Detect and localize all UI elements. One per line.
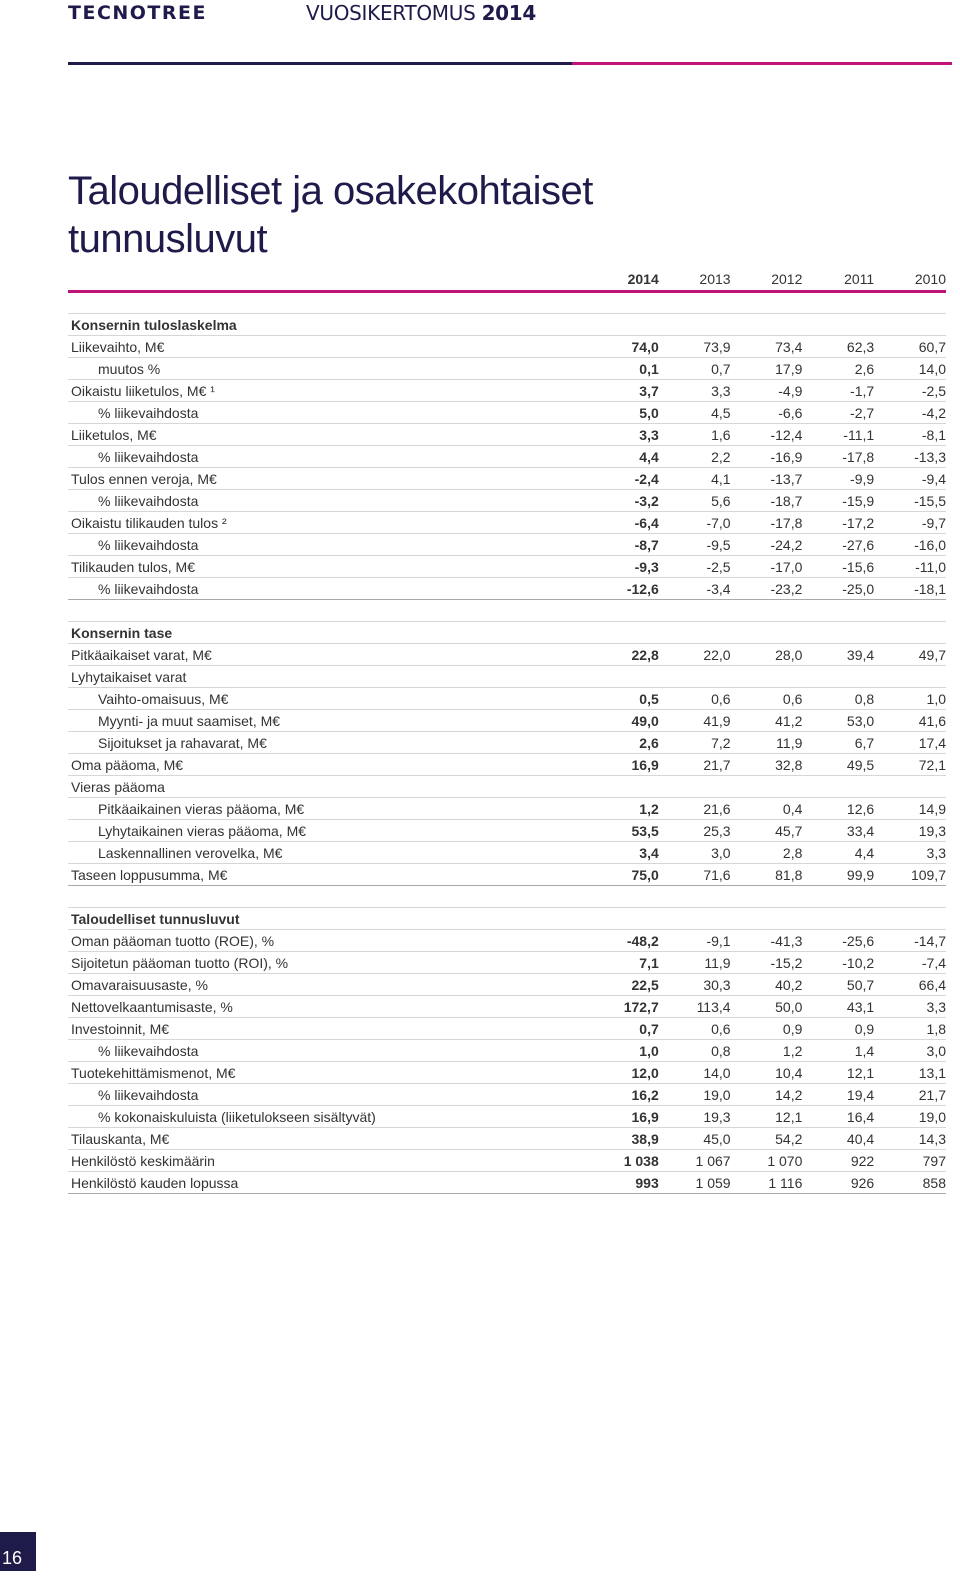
- value-cell: -25,6: [842, 932, 875, 949]
- value-cell: -9,7: [921, 514, 946, 531]
- value-cell: 2,8: [782, 844, 803, 861]
- value-cell: 858: [922, 1174, 946, 1191]
- table-row: [68, 446, 946, 468]
- table-row: [68, 864, 946, 886]
- value-cell: 71,6: [703, 866, 731, 883]
- value-cell: 11,9: [704, 954, 731, 971]
- value-cell: 32,8: [775, 756, 803, 773]
- value-cell: 993: [635, 1174, 659, 1191]
- value-cell: -11,0: [915, 558, 946, 575]
- value-cell: 3,3: [711, 382, 731, 399]
- row-label: Lyhytaikainen vieras pääoma, M€: [98, 822, 307, 839]
- table-row: [68, 732, 946, 754]
- section-title: Taloudelliset tunnusluvut: [71, 910, 240, 927]
- value-cell: 73,9: [703, 338, 731, 355]
- value-cell: -4,2: [921, 404, 946, 421]
- section-header-row: [68, 908, 946, 930]
- value-cell: 13,1: [918, 1064, 946, 1081]
- value-cell: -4,9: [778, 382, 803, 399]
- value-cell: 21,7: [703, 756, 731, 773]
- value-cell: 12,0: [631, 1064, 659, 1081]
- table-row: [68, 556, 946, 578]
- value-cell: 10,4: [775, 1064, 803, 1081]
- value-cell: 12,6: [846, 800, 875, 817]
- value-cell: 1 059: [695, 1174, 731, 1191]
- row-label: Tilauskanta, M€: [71, 1130, 170, 1147]
- value-cell: 54,2: [775, 1130, 803, 1147]
- value-cell: 172,7: [623, 998, 659, 1015]
- year-header: 2013: [699, 271, 731, 287]
- section-spacer: [68, 886, 946, 908]
- value-cell: [874, 666, 946, 688]
- table-row: [68, 1172, 946, 1194]
- value-cell: 16,4: [846, 1108, 875, 1125]
- value-cell: -17,0: [770, 558, 803, 575]
- value-cell: -24,2: [770, 536, 803, 553]
- value-cell: 19,0: [918, 1108, 946, 1125]
- value-cell: 21,6: [703, 800, 731, 817]
- table-row: [68, 754, 946, 776]
- value-cell: 16,9: [631, 756, 659, 773]
- spacer-cell: [68, 886, 946, 908]
- value-cell: 14,0: [703, 1064, 731, 1081]
- value-cell: 50,7: [846, 976, 875, 993]
- value-cell: -13,7: [770, 470, 803, 487]
- value-cell: 3,4: [639, 844, 659, 861]
- value-cell: [802, 666, 874, 688]
- value-cell: 74,0: [631, 338, 659, 355]
- spacer-cell: [68, 600, 946, 622]
- value-cell: 22,0: [703, 646, 731, 663]
- table-row: [68, 468, 946, 490]
- value-cell: -7,0: [706, 514, 731, 531]
- value-cell: [587, 666, 659, 688]
- value-cell: 1,4: [854, 1042, 875, 1059]
- value-cell: 0,4: [782, 800, 803, 817]
- value-cell: -6,6: [778, 404, 803, 421]
- value-cell: -17,8: [842, 448, 875, 465]
- row-label: % liikevaihdosta: [98, 492, 199, 509]
- value-cell: 39,4: [846, 646, 875, 663]
- row-label: Tulos ennen veroja, M€: [71, 470, 217, 487]
- table-row: [68, 490, 946, 512]
- value-cell: -15,6: [842, 558, 875, 575]
- row-label: Tuotekehittämismenot, M€: [71, 1064, 236, 1081]
- value-cell: 113,4: [696, 998, 731, 1015]
- value-cell: 2,6: [854, 360, 875, 377]
- value-cell: -14,7: [914, 932, 946, 949]
- value-cell: 1 070: [767, 1152, 803, 1169]
- value-cell: -9,9: [850, 470, 875, 487]
- row-label: Oma pääoma, M€: [71, 756, 184, 773]
- row-label: Henkilöstö keskimäärin: [71, 1152, 215, 1169]
- section-title: Konsernin tase: [71, 624, 173, 641]
- value-cell: -2,4: [634, 470, 659, 487]
- value-cell: 14,2: [775, 1086, 803, 1103]
- value-cell: -2,7: [850, 404, 875, 421]
- table-row: [68, 996, 946, 1018]
- value-cell: 16,9: [631, 1108, 659, 1125]
- value-cell: 109,7: [910, 866, 946, 883]
- row-label: % liikevaihdosta: [98, 1042, 199, 1059]
- value-cell: -48,2: [626, 932, 659, 949]
- value-cell: -3,2: [634, 492, 659, 509]
- page-number: 16: [0, 1532, 36, 1571]
- spacer-cell: [68, 292, 946, 314]
- value-cell: 33,4: [846, 822, 875, 839]
- value-cell: 0,7: [639, 1020, 659, 1037]
- section-header-row: [68, 622, 946, 644]
- value-cell: 0,6: [711, 690, 731, 707]
- value-cell: 2,2: [711, 448, 731, 465]
- value-cell: -11,1: [843, 426, 875, 443]
- value-cell: -18,1: [914, 580, 946, 597]
- value-cell: 21,7: [918, 1086, 946, 1103]
- value-cell: -15,2: [770, 954, 803, 971]
- value-cell: [874, 776, 946, 798]
- value-cell: -2,5: [706, 558, 731, 575]
- value-cell: -10,2: [842, 954, 875, 971]
- value-cell: 1,0: [926, 690, 946, 707]
- value-cell: 6,7: [854, 734, 875, 751]
- value-cell: -25,0: [842, 580, 875, 597]
- value-cell: 3,0: [711, 844, 731, 861]
- value-cell: 19,3: [703, 1108, 731, 1125]
- value-cell: 19,4: [846, 1086, 875, 1103]
- value-cell: 19,0: [703, 1086, 731, 1103]
- table-row: [68, 688, 946, 710]
- value-cell: -6,4: [634, 514, 659, 531]
- year-header-row: [68, 268, 946, 292]
- value-cell: 4,4: [639, 448, 659, 465]
- row-label: Omavaraisuusaste, %: [71, 976, 208, 993]
- value-cell: -9,5: [706, 536, 731, 553]
- value-cell: 66,4: [918, 976, 946, 993]
- value-cell: 0,6: [711, 1020, 731, 1037]
- table-row: [68, 776, 946, 798]
- value-cell: 4,1: [711, 470, 731, 487]
- value-cell: -3,4: [706, 580, 731, 597]
- row-label: Lyhytaikaiset varat: [71, 668, 187, 685]
- row-label: % liikevaihdosta: [98, 404, 199, 421]
- value-cell: 0,8: [711, 1042, 731, 1059]
- value-cell: 38,9: [631, 1130, 659, 1147]
- section-spacer: [68, 292, 946, 314]
- row-label: % liikevaihdosta: [98, 448, 199, 465]
- value-cell: 4,5: [711, 404, 731, 421]
- value-cell: 45,0: [703, 1130, 731, 1147]
- value-cell: 22,8: [631, 646, 659, 663]
- value-cell: -1,7: [850, 382, 875, 399]
- report-title-text: VUOSIKERTOMUS: [306, 1, 476, 25]
- row-label: Sijoitukset ja rahavarat, M€: [98, 734, 267, 751]
- table-row: [68, 1062, 946, 1084]
- value-cell: 0,9: [782, 1020, 803, 1037]
- value-cell: 25,3: [703, 822, 731, 839]
- value-cell: 4,4: [854, 844, 875, 861]
- value-cell: 1,8: [926, 1020, 946, 1037]
- value-cell: 0,8: [854, 690, 875, 707]
- row-label: Pitkäaikainen vieras pääoma, M€: [98, 800, 305, 817]
- row-label: Vieras pääoma: [71, 778, 165, 795]
- value-cell: 0,6: [782, 690, 803, 707]
- value-cell: -12,6: [626, 580, 659, 597]
- report-title: [306, 1, 536, 25]
- table-row: [68, 644, 946, 666]
- header-rule: [68, 62, 952, 65]
- row-label: Oman pääoman tuotto (ROE), %: [71, 932, 275, 949]
- row-label: Taseen loppusumma, M€: [71, 866, 228, 883]
- value-cell: 99,9: [846, 866, 875, 883]
- value-cell: [659, 776, 731, 798]
- value-cell: 19,3: [918, 822, 946, 839]
- table-row: [68, 710, 946, 732]
- table-row: [68, 534, 946, 556]
- value-cell: 75,0: [631, 866, 659, 883]
- table-row: [68, 336, 946, 358]
- value-cell: 5,6: [711, 492, 731, 509]
- value-cell: -15,5: [914, 492, 946, 509]
- value-cell: 3,3: [639, 426, 659, 443]
- value-cell: 14,9: [918, 800, 946, 817]
- value-cell: 22,5: [631, 976, 659, 993]
- table-row: [68, 666, 946, 688]
- value-cell: 3,0: [926, 1042, 946, 1059]
- value-cell: -16,0: [914, 536, 946, 553]
- row-label: % liikevaihdosta: [98, 1086, 199, 1103]
- value-cell: 16,2: [631, 1086, 659, 1103]
- table-row: [68, 798, 946, 820]
- value-cell: 12,1: [775, 1108, 803, 1125]
- value-cell: 41,6: [918, 712, 946, 729]
- value-cell: 60,7: [918, 338, 946, 355]
- table-row: [68, 1128, 946, 1150]
- value-cell: -2,5: [921, 382, 946, 399]
- row-label: % liikevaihdosta: [98, 580, 199, 597]
- value-cell: 17,4: [918, 734, 946, 751]
- value-cell: 40,2: [775, 976, 803, 993]
- row-label: Henkilöstö kauden lopussa: [71, 1174, 239, 1191]
- value-cell: 28,0: [775, 646, 803, 663]
- row-label: Liiketulos, M€: [71, 426, 157, 443]
- table-row: [68, 820, 946, 842]
- value-cell: -15,9: [842, 492, 875, 509]
- table-row: [68, 974, 946, 996]
- row-label: % liikevaihdosta: [98, 536, 199, 553]
- value-cell: -9,1: [706, 932, 731, 949]
- table-body: [68, 292, 946, 1194]
- table-row: [68, 1084, 946, 1106]
- row-label: Laskennallinen verovelka, M€: [98, 844, 283, 861]
- value-cell: 41,2: [775, 712, 803, 729]
- row-label: Pitkäaikaiset varat, M€: [71, 646, 212, 663]
- row-label: Liikevaihto, M€: [71, 338, 165, 355]
- value-cell: 7,1: [639, 954, 659, 971]
- value-cell: 43,1: [846, 998, 875, 1015]
- value-cell: 3,3: [926, 998, 946, 1015]
- value-cell: 12,1: [846, 1064, 875, 1081]
- value-cell: 0,5: [639, 690, 659, 707]
- value-cell: [587, 776, 659, 798]
- value-cell: 40,4: [846, 1130, 875, 1147]
- year-header: 2010: [914, 271, 946, 287]
- table-row: [68, 402, 946, 424]
- value-cell: 1,6: [711, 426, 731, 443]
- value-cell: 0,7: [711, 360, 731, 377]
- table-row: [68, 1150, 946, 1172]
- header-rule-magenta: [572, 62, 952, 65]
- value-cell: -23,2: [770, 580, 803, 597]
- value-cell: 53,5: [631, 822, 659, 839]
- table-row: [68, 1040, 946, 1062]
- value-cell: -8,1: [921, 426, 946, 443]
- value-cell: 1 067: [695, 1152, 731, 1169]
- table-row: [68, 358, 946, 380]
- value-cell: 797: [922, 1152, 946, 1169]
- row-label: Tilikauden tulos, M€: [71, 558, 195, 575]
- row-label: Myynti- ja muut saamiset, M€: [98, 712, 281, 729]
- row-label: Sijoitetun pääoman tuotto (ROI), %: [71, 954, 289, 971]
- value-cell: 30,3: [703, 976, 731, 993]
- value-cell: 1 116: [768, 1174, 803, 1191]
- value-cell: 73,4: [775, 338, 803, 355]
- value-cell: 922: [850, 1152, 875, 1169]
- value-cell: 1,2: [782, 1042, 803, 1059]
- value-cell: 1,2: [639, 800, 659, 817]
- value-cell: 53,0: [846, 712, 875, 729]
- value-cell: 1,0: [639, 1042, 659, 1059]
- value-cell: 49,7: [918, 646, 946, 663]
- table-row: [68, 952, 946, 974]
- value-cell: -9,3: [634, 558, 659, 575]
- header-rule-navy: [68, 62, 572, 65]
- tecnotree-logo: TECNOTREE: [68, 2, 207, 24]
- value-cell: [731, 776, 803, 798]
- value-cell: -9,4: [921, 470, 946, 487]
- table-row: [68, 512, 946, 534]
- value-cell: -17,8: [770, 514, 803, 531]
- row-label: Oikaistu tilikauden tulos ²: [71, 514, 227, 531]
- value-cell: 41,9: [703, 712, 731, 729]
- value-cell: 50,0: [775, 998, 803, 1015]
- header-label-cell: [68, 268, 587, 292]
- value-cell: 2,6: [639, 734, 659, 751]
- value-cell: 62,3: [846, 338, 875, 355]
- value-cell: -7,4: [921, 954, 946, 971]
- section-title: Konsernin tuloslaskelma: [71, 316, 237, 333]
- page-header: [0, 0, 960, 70]
- value-cell: 49,0: [631, 712, 659, 729]
- value-cell: -18,7: [770, 492, 803, 509]
- row-label: % kokonaiskuluista (liiketulokseen sisältyvät): [98, 1108, 376, 1125]
- value-cell: -8,7: [634, 536, 659, 553]
- value-cell: -27,6: [842, 536, 875, 553]
- row-label: muutos %: [98, 360, 161, 377]
- value-cell: 3,3: [926, 844, 946, 861]
- value-cell: 17,9: [775, 360, 803, 377]
- row-label: Investoinnit, M€: [71, 1020, 170, 1037]
- row-label: Oikaistu liiketulos, M€ ¹: [71, 382, 215, 399]
- page-title: Taloudelliset ja osakekohtaiset tunnusluvut: [68, 168, 593, 261]
- value-cell: [659, 666, 731, 688]
- row-label: Nettovelkaantumisaste, %: [71, 998, 233, 1015]
- section-spacer: [68, 600, 946, 622]
- table-row: [68, 1106, 946, 1128]
- value-cell: 72,1: [918, 756, 946, 773]
- value-cell: 14,0: [918, 360, 946, 377]
- table-row: [68, 578, 946, 600]
- value-cell: 1 038: [623, 1152, 659, 1169]
- financial-table: [68, 268, 946, 1194]
- section-header-row: [68, 314, 946, 336]
- table-row: [68, 930, 946, 952]
- report-year: 2014: [481, 1, 537, 25]
- value-cell: 14,3: [918, 1130, 946, 1147]
- value-cell: [802, 776, 874, 798]
- row-label: Vaihto-omaisuus, M€: [98, 690, 229, 707]
- value-cell: -12,4: [770, 426, 803, 443]
- value-cell: [731, 666, 803, 688]
- table-row: [68, 380, 946, 402]
- table-row: [68, 424, 946, 446]
- value-cell: 7,2: [711, 734, 731, 751]
- value-cell: -16,9: [770, 448, 803, 465]
- table-row: [68, 842, 946, 864]
- value-cell: 3,7: [639, 382, 659, 399]
- value-cell: 0,1: [639, 360, 659, 377]
- year-header: 2011: [844, 271, 875, 287]
- table-row: [68, 1018, 946, 1040]
- year-header: 2014: [627, 271, 659, 287]
- value-cell: 81,8: [775, 866, 803, 883]
- value-cell: -17,2: [842, 514, 875, 531]
- value-cell: 49,5: [846, 756, 875, 773]
- value-cell: -13,3: [914, 448, 946, 465]
- year-header: 2012: [771, 271, 803, 287]
- value-cell: -41,3: [770, 932, 803, 949]
- value-cell: 926: [850, 1174, 875, 1191]
- value-cell: 5,0: [639, 404, 659, 421]
- value-cell: 45,7: [775, 822, 803, 839]
- value-cell: 11,9: [776, 734, 803, 751]
- value-cell: 0,9: [854, 1020, 875, 1037]
